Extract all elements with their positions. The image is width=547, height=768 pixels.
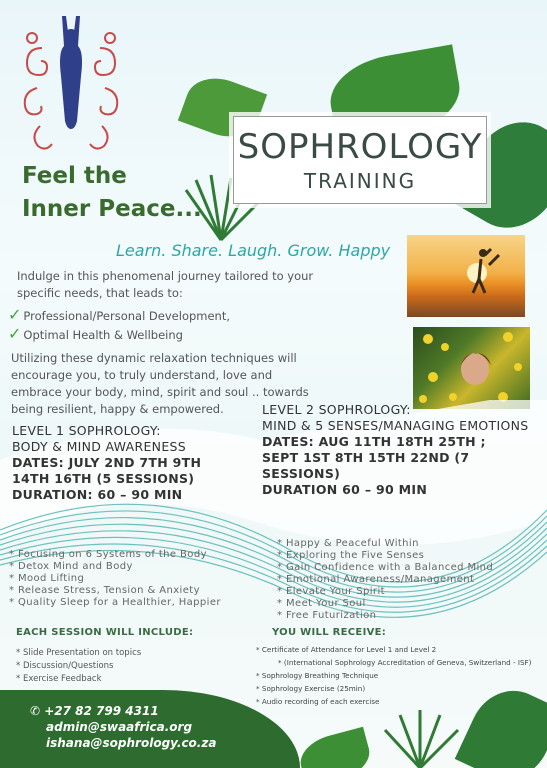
level2-line: MIND & 5 SENSES/MANAGING EMOTIONS [262,418,529,433]
session-list [16,647,141,686]
benefit-list [8,306,230,344]
list-item: * Slide Presentation on topics [16,648,142,658]
benefit-item: ✓ Professional/Personal Development, [8,305,231,324]
slogan-line: Inner Peace... [22,196,202,222]
benefit-item: ✓ Optimal Health & Wellbeing [8,324,183,343]
contact-info [30,703,216,751]
description-paragraph: Utilizing these dynamic relaxation techniques will encourage you, to truly understand, love and embrace your body, mind, spirit and soul .. towards being resilient, happy & empowered. [11,351,309,416]
list-item: * Detox Mind and Body [9,561,133,572]
list-item: * Quality Sleep for a Healthier, Happier [9,597,221,608]
list-item: * Sophrology Exercise (25min) [256,684,366,693]
phone-icon: ✆ [30,704,41,718]
slogan-line: Feel the [22,163,127,189]
list-item: * Free Futurization [277,610,377,621]
list-item: * Exercise Feedback [16,674,102,684]
title-main: SOPHROLOGY [237,127,483,167]
list-item: * Release Stress, Tension & Anxiety [9,585,200,596]
list-item: * Focusing on 6 Systems of the Body [9,549,207,560]
level2-info [262,402,547,498]
list-item: * Happy & Peaceful Within [277,538,419,549]
level2-line: SEPT 1ST 8TH 15TH 22ND (7 SESSIONS) [262,450,470,481]
flowers-photo [413,327,530,409]
level2-line: LEVEL 2 SOPHROLOGY: [262,402,411,417]
level1-line: LEVEL 1 SOPHROLOGY: [12,423,161,438]
list-item: * Audio recording of each exercise [256,697,380,706]
list-item: * Elevate Your Spirit [277,586,385,597]
phone-line [30,703,216,719]
intro-text: Indulge in this phenomenal journey tailored to your specific needs, that leads to: [17,269,314,300]
beach-photo [407,235,525,317]
level1-line: DATES: JULY 2ND 7TH 9TH [12,455,202,470]
level1-topics [9,549,221,609]
title-box [233,116,487,204]
list-item: * (International Sophrology Accreditation of Geneva, Switzerland - ISF) [278,658,532,667]
list-item: * Mood Lifting [9,573,85,584]
level1-line: BODY & MIND AWARENESS [12,439,186,454]
check-icon: ✓ [8,305,22,324]
leaf-decoration [295,727,374,768]
phone-number[interactable]: +27 82 799 4311 [44,704,159,718]
level1-info [12,423,201,503]
level1-line: DURATION: 60 – 90 MIN [12,487,183,502]
check-icon: ✓ [8,324,22,343]
slogan [22,160,202,226]
level2-topics [277,538,493,622]
figure-logo-icon [12,8,130,158]
list-item: * Meet Your Soul [277,598,366,609]
list-item: * Sophrology Breathing Technique [256,671,379,680]
tagline: Learn. Share. Laugh. Grow. Happy [116,241,391,260]
list-item: * Certificate of Attendance for Level 1 and Level 2 [256,645,437,654]
session-heading: EACH SESSION WILL INCLUDE: [16,627,194,638]
level1-line: 14TH 16TH (5 SESSIONS) [12,471,195,486]
title-sub: TRAINING [303,169,417,193]
list-item: * Gain Confidence with a Balanced Mind [277,562,494,573]
email-link[interactable]: ishana@sophrology.co.za [46,736,217,750]
level2-line: DURATION 60 – 90 MIN [262,482,428,497]
list-item: * Discussion/Questions [16,661,114,671]
list-item: * Emotional Awareness/Management [277,574,475,585]
palm-leaf-icon [370,700,470,768]
receive-heading: YOU WILL RECEIVE: [272,627,387,638]
list-item: * Exploring the Five Senses [277,550,425,561]
email-link[interactable]: admin@swaafrica.org [46,720,193,734]
level2-line: DATES: AUG 11TH 18TH 25TH ; [262,434,486,449]
